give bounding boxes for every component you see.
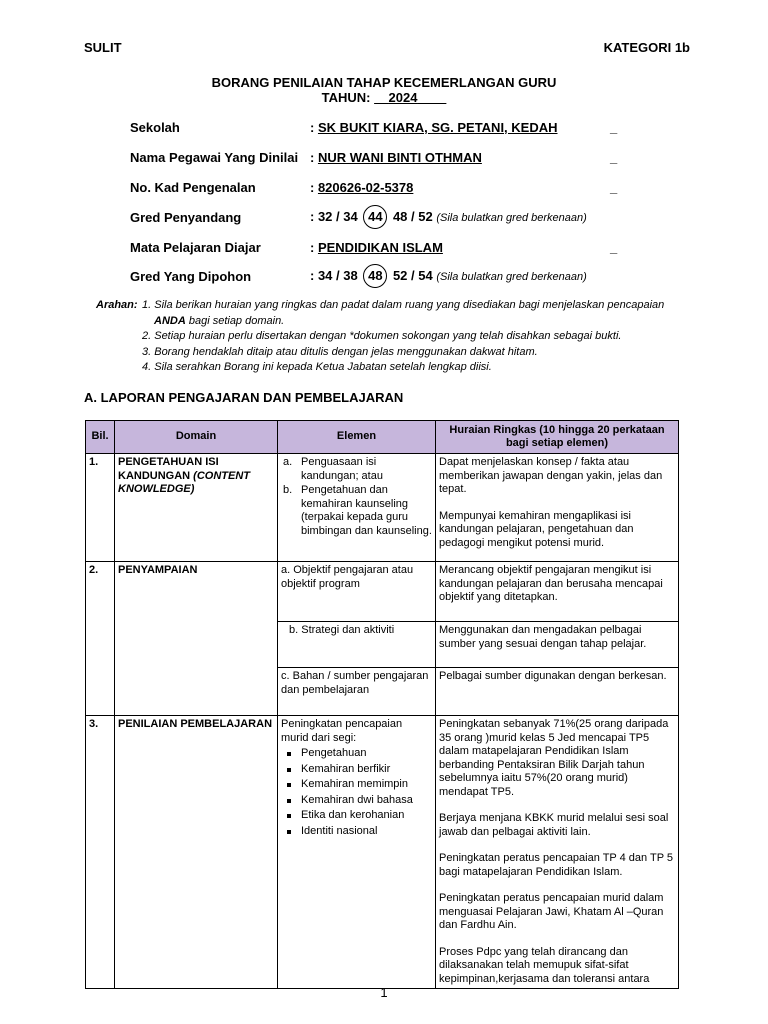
instruction-4: 4. Sila serahkan Borang ini kepada Ketua Jabatan setelah lengkap diisi. [142, 361, 492, 373]
list-item: Kemahiran berfikir [301, 763, 432, 777]
domain-cell: PENILAIAN PEMBELAJARAN [115, 716, 278, 989]
school-value: SK BUKIT KIARA, SG. PETANI, KEDAH [317, 120, 558, 135]
table-header-row [86, 421, 679, 454]
domain-cell: PENYAMPAIAN [115, 562, 278, 716]
year-label: TAHUN: [321, 90, 371, 105]
huraian-cell: Dapat menjelaskan konsep / fakta atau memberikan jawapan dengan yakin, jelas dan tepat. Mempunyai kemahiran mengaplikasi isi kandungan pelajaran, pengetahuan dan pedagogi mengikut potensi murid. [436, 454, 679, 562]
name-value: NUR WANI BINTI OTHMAN [317, 150, 482, 165]
year-value: 2024 [388, 90, 418, 105]
header-bil: Bil. [86, 421, 115, 454]
school-label: Sekolah [130, 120, 180, 135]
applied-grade-label: Gred Yang Dipohon [130, 269, 252, 284]
subject-field: : PENDIDIKAN ISLAM _ [310, 240, 618, 255]
header-elemen: Elemen [278, 421, 436, 454]
list-item: Kemahiran memimpin [301, 778, 432, 792]
header-domain: Domain [115, 421, 278, 454]
circled-current-grade: 44 [363, 205, 387, 229]
list-item: a. Penguasaan isi kandungan; atau [283, 456, 383, 482]
applied-grade-field: : 34 / 38 48 52 / 54 (Sila bulatkan gred berkenaan) [310, 264, 587, 288]
ic-label: No. Kad Pengenalan [130, 180, 256, 195]
subject-value: PENDIDIKAN ISLAM [317, 240, 443, 255]
huraian-cell: Merancang objektif pengajaran mengikut isi kandungan pelajaran dan berusaha mencapai objektif yang ditetapkan. [436, 562, 679, 622]
section-a-heading: A. LAPORAN PENGAJARAN DAN PEMBELAJARAN [84, 390, 404, 405]
year-line [0, 90, 768, 105]
form-title: BORANG PENILAIAN TAHAP KECEMERLANGAN GURU [211, 75, 557, 90]
page-number: 1 [380, 985, 388, 1000]
list-item: Pengetahuan [301, 747, 432, 761]
huraian-cell: Pelbagai sumber digunakan dengan berkesan. [436, 668, 679, 716]
header-huraian: Huraian Ringkas (10 hingga 20 perkataan bagi setiap elemen) [436, 421, 679, 454]
name-label: Nama Pegawai Yang Dinilai [130, 150, 299, 165]
instructions-label: Arahan: [96, 299, 138, 311]
domain-cell: PENGETAHUAN ISI KANDUNGAN (CONTENT KNOWLEDGE) [115, 454, 278, 562]
table-row [86, 454, 679, 562]
instruction-3: 3. Borang hendaklah ditaip atau ditulis dengan jelas menggunakan dakwat hitam. [142, 345, 538, 358]
school-field: : SK BUKIT KIARA, SG. PETANI, KEDAH _ [310, 120, 618, 135]
table-row [86, 716, 679, 989]
category-label: KATEGORI 1b [603, 40, 690, 55]
instruction-1: 1. Sila berikan huraian yang ringkas dan padat dalam ruang yang disediakan bagi menjelaskan pencapaian [142, 299, 665, 311]
current-grade-label: Gred Penyandang [130, 210, 242, 225]
list-item: Identiti nasional [301, 825, 432, 839]
row-number: 3. [86, 716, 115, 989]
row-number: 2. [86, 562, 115, 716]
elemen-cell: Peningkatan pencapaian murid dari segi: Pengetahuan Kemahiran berfikir Kemahiran memimpin Kemahiran dwi bahasa Etika dan kerohanian Identiti nasional [278, 716, 436, 989]
elemen-cell [278, 454, 436, 562]
list-item: Etika dan kerohanian [301, 809, 432, 823]
list-item: Kemahiran dwi bahasa [301, 794, 432, 808]
huraian-cell: Menggunakan dan mengadakan pelbagai sumber yang sesuai dengan tahap pelajar. [436, 622, 679, 668]
circled-applied-grade: 48 [363, 264, 387, 288]
current-grade-field: : 32 / 34 44 48 / 52 (Sila bulatkan gred berkenaan) [310, 205, 587, 229]
subject-label: Mata Pelajaran Diajar [130, 240, 261, 255]
classification-label: SULIT [84, 40, 122, 55]
elemen-cell: a. Objektif pengajaran atau objektif program [278, 562, 436, 622]
row-number: 1. [86, 454, 115, 562]
elemen-cell: b. Strategi dan aktiviti [278, 622, 436, 668]
instruction-2: 2. Setiap huraian perlu disertakan dengan *dokumen sokongan yang telah disahkan sebagai bukti. [142, 330, 622, 342]
current-grade-note: (Sila bulatkan gred berkenaan) [436, 212, 587, 224]
name-field: : NUR WANI BINTI OTHMAN _ [310, 150, 618, 165]
instructions: Arahan: 1. Sila berikan huraian yang ringkas dan padat dalam ruang yang disediakan bagi menjelaskan pencapaian ANDA bagi setiap domain. 2. Setiap huraian perlu disertakan dengan *dokumen sokongan yang telah disahkan sebagai bukti. 3. Borang hendaklah ditaip atau ditulis dengan jelas menggunakan dakwat hitam. 4. Sila serahkan Borang ini kepada Ketua Jabatan setelah lengkap diisi. [96, 298, 696, 376]
table-row [86, 562, 679, 622]
list-item: b. Pengetahuan dan kemahiran kaunseling (terpakai kepada guru bimbingan dan kaunseling. [283, 484, 432, 537]
teaching-report-table [85, 420, 679, 989]
applied-grade-note: (Sila bulatkan gred berkenaan) [436, 271, 587, 283]
elemen-cell: c. Bahan / sumber pengajaran dan pembelajaran [278, 668, 436, 716]
huraian-cell: Peningkatan sebanyak 71%(25 orang daripada 35 orang )murid kelas 5 Jed mencapai TP5 dalam matapelajaran Pendidikan Islam berbanding Pentaksiran Bilik Darjah tahun sebelumnya iaitu 57%(20 orang murid) mendapat TP5. Berjaya menjana KBKK murid melalui sesi soal jawab dan pelbagai aktiviti lain. Peningkatan peratus pencapaian TP 4 dan TP 5 bagi matapelajaran Pendidikan Islam. Peningkatan peratus pencapaian murid dalam menguasai Pelajaran Jawi, Khatam Al –Quran dan Fardhu Ain. Proses Pdpc yang telah dirancang dan dilaksanakan telah memupuk sifat-sifat kepimpinan,kerjasama dan toleransi antara [436, 716, 679, 989]
ic-field: : 820626-02-5378 _ [310, 180, 618, 195]
ic-value: 820626-02-5378 [317, 180, 414, 195]
